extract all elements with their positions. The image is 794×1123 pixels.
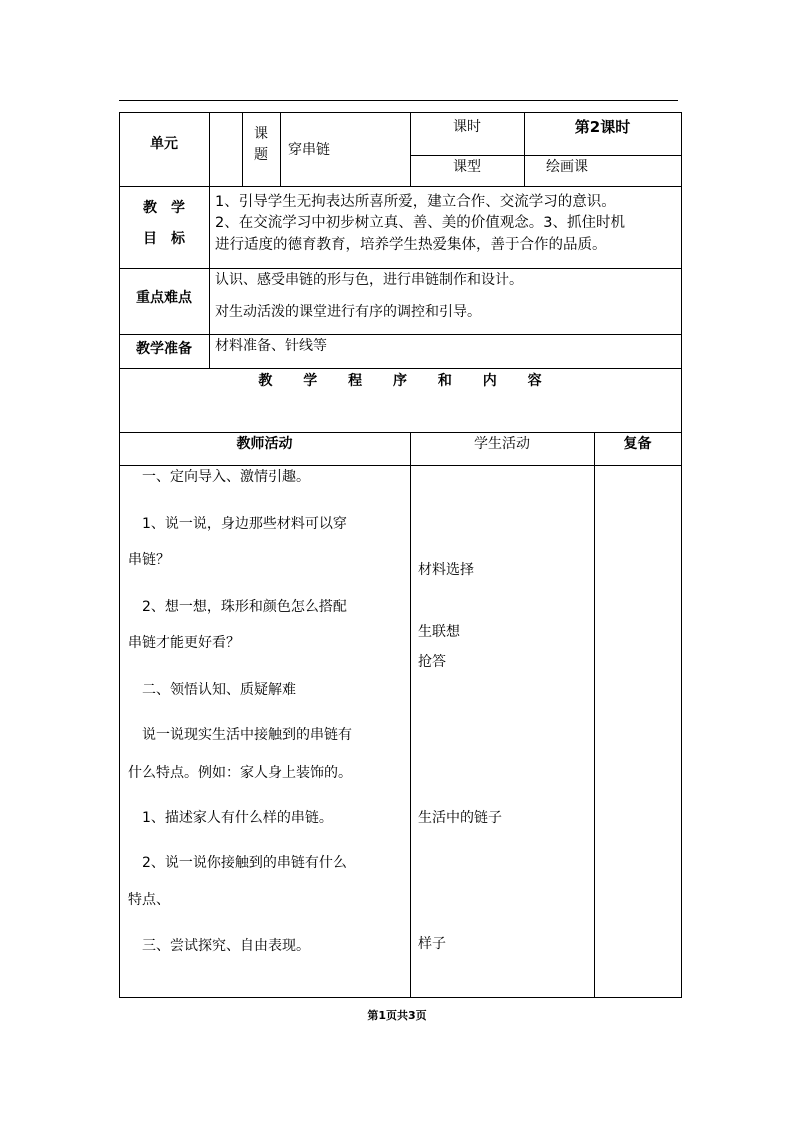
table-border-bottom bbox=[119, 997, 682, 998]
goals-label-top: 教 学 bbox=[143, 200, 185, 216]
teacher-column-header: 教师活动 bbox=[236, 436, 293, 452]
goals-label-bottom: 目 标 bbox=[143, 231, 185, 247]
student-line: 材料选择 bbox=[418, 562, 474, 578]
keypoints-line-2: 对生动活泼的课堂进行有序的调控和引导。 bbox=[215, 304, 481, 320]
student-column-header: 学生活动 bbox=[474, 436, 530, 452]
student-line: 生活中的链子 bbox=[418, 810, 502, 826]
period-value: 第2课时 bbox=[574, 118, 631, 136]
col-divider-student bbox=[594, 432, 595, 998]
period-label: 课时 bbox=[453, 119, 481, 135]
topic-label-top: 课 bbox=[254, 126, 268, 142]
row-divider-goals bbox=[119, 186, 682, 187]
row-divider-body bbox=[119, 465, 682, 466]
prep-value: 材料准备、针线等 bbox=[215, 338, 327, 354]
type-value: 绘画课 bbox=[546, 159, 588, 175]
teacher-line: 三、尝试探究、自由表现。 bbox=[128, 938, 310, 954]
col-divider-teacher bbox=[410, 432, 411, 998]
keypoints-label: 重点难点 bbox=[136, 290, 192, 306]
student-line: 生联想 bbox=[418, 624, 460, 640]
table-border-top bbox=[119, 112, 682, 113]
teacher-line: 串链？ bbox=[128, 552, 170, 568]
teacher-line: 串链才能更好看？ bbox=[128, 635, 240, 651]
row-divider-keypoints bbox=[119, 268, 682, 269]
review-column-header: 复备 bbox=[623, 436, 652, 452]
teacher-line: 1、描述家人有什么样的串链。 bbox=[128, 810, 333, 826]
row-divider-procedure bbox=[119, 368, 682, 369]
student-line: 样子 bbox=[418, 936, 446, 952]
teacher-line: 1、说一说，身边那些材料可以穿 bbox=[128, 516, 347, 532]
goals-line-3: 进行适度的德育教育，培养学生热爱集体，善于合作的品质。 bbox=[215, 237, 607, 253]
goals-line-1: 1、引导学生无拘表达所喜所爱，建立合作、交流学习的意识。 bbox=[215, 194, 616, 210]
table-border-right bbox=[681, 112, 682, 998]
header-rule bbox=[119, 100, 678, 101]
prep-label: 教学准备 bbox=[136, 341, 192, 357]
page-footer: 第1页共3页 bbox=[367, 1009, 427, 1022]
goals-line-2: 2、在交流学习中初步树立真、善、美的价值观念。3、抓住时机 bbox=[215, 215, 625, 231]
col-divider-topic-label bbox=[280, 112, 281, 187]
teacher-line: 二、领悟认知、质疑解难 bbox=[128, 682, 296, 698]
procedure-title: 教 学 程 序 和 内 容 bbox=[258, 373, 542, 389]
teacher-line: 说一说现实生活中接触到的串链有 bbox=[128, 727, 352, 743]
col-divider-label bbox=[209, 112, 210, 369]
row-divider-columns bbox=[119, 432, 682, 433]
teacher-line: 特点、 bbox=[128, 892, 170, 908]
student-line: 抢答 bbox=[418, 654, 446, 670]
keypoints-line-1: 认识、感受串链的形与色，进行串链制作和设计。 bbox=[215, 272, 523, 288]
teacher-line: 2、想一想，珠形和颜色怎么搭配 bbox=[128, 599, 347, 615]
topic-label-bottom: 题 bbox=[254, 147, 268, 163]
unit-label: 单元 bbox=[150, 136, 178, 152]
row-divider-period bbox=[410, 155, 682, 156]
topic-value: 穿串链 bbox=[288, 142, 330, 158]
type-label: 课型 bbox=[453, 159, 481, 175]
row-divider-prep bbox=[119, 334, 682, 335]
teacher-line: 2、说一说你接触到的串链有什么 bbox=[128, 855, 347, 871]
teacher-line: 一、定向导入、激情引趣。 bbox=[128, 469, 310, 485]
teacher-line: 什么特点。例如：家人身上装饰的。 bbox=[128, 765, 352, 781]
